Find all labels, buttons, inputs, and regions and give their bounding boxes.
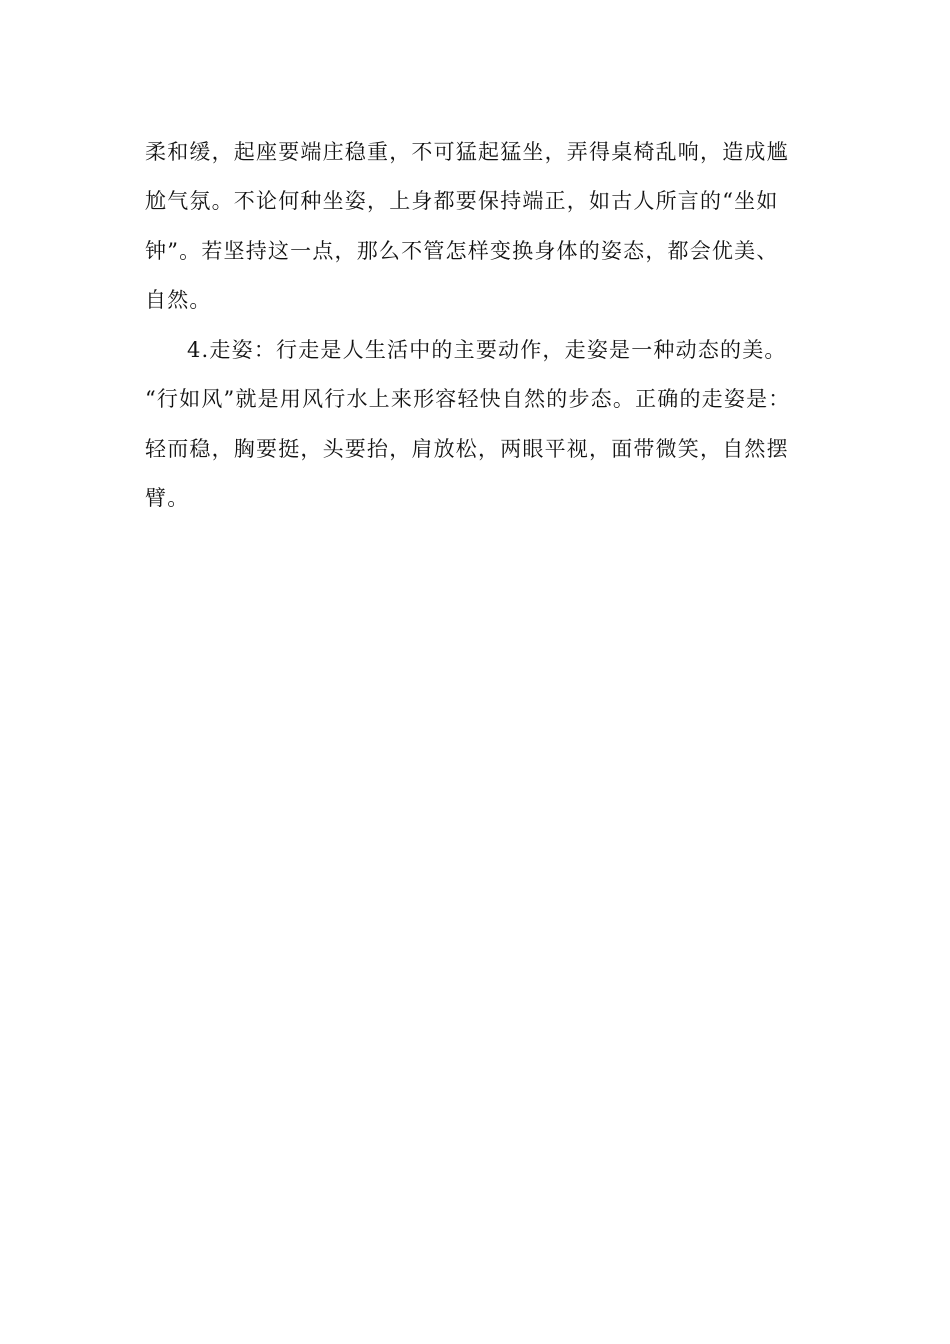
- text-line: “行如风”就是用风行水上来形容轻快自然的步态。正确的走姿是：: [145, 387, 791, 411]
- text-line: 轻而稳，胸要挺，头要抬，肩放松，两眼平视，面带微笑，自然摆: [145, 437, 789, 461]
- text-line: 自然。: [145, 288, 212, 312]
- text-line: 4.走姿：行走是人生活中的主要动作，走姿是一种动态的美。: [187, 338, 787, 362]
- text-line: 柔和缓，起座要端庄稳重，不可猛起猛坐，弄得桌椅乱响，造成尴: [145, 140, 789, 164]
- text-line: 臂。: [145, 486, 190, 510]
- text-line: 尬气氛。不论何种坐姿，上身都要保持端正，如古人所言的“坐如: [145, 189, 779, 213]
- text-line: 钟”。若坚持这一点，那么不管怎样变换身体的姿态，都会优美、: [145, 239, 779, 263]
